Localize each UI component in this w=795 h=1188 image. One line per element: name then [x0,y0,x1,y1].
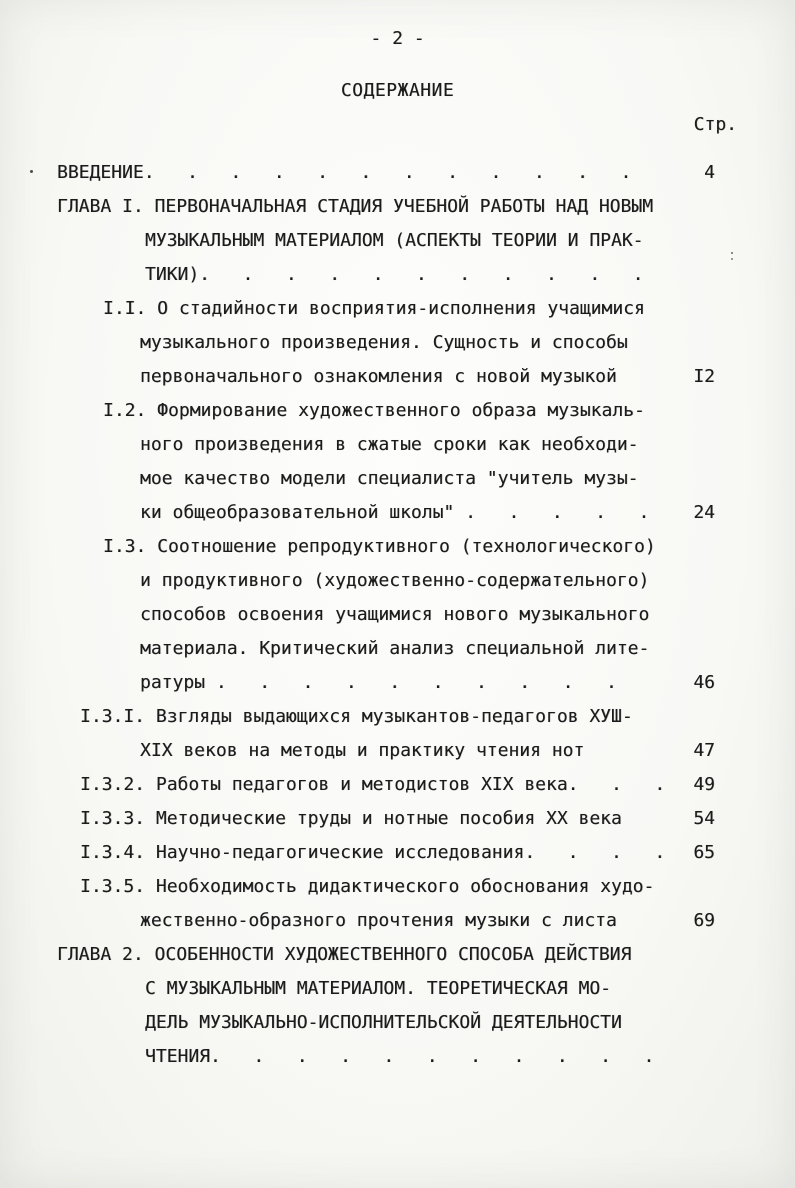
toc-entry [57,156,795,190]
scan-speck [731,252,733,254]
toc-entry [57,700,795,768]
toc-line: С МУЗЫКАЛЬНЫМ МАТЕРИАЛОМ. ТЕОРЕТИЧЕСКАЯ МО- [145,978,611,999]
toc-page-number: 46 [693,672,715,693]
toc-line: жественно-образного прочтения музыки с листа [140,910,617,931]
toc-line: первоначального ознакомления с новой музыкой [140,366,617,387]
toc-line: ДЕЛЬ МУЗЫКАЛЬНО-ИСПОЛНИТЕЛЬСКОЙ ДЕЯТЕЛЬНОСТИ [145,1012,622,1033]
toc-line: ратуры . . . . . . . . . . [140,672,617,693]
toc-line: ЧТЕНИЯ. . . . . . . . . . . [145,1046,655,1067]
toc-line: I.2. Формирование художественного образа музыкаль- [103,400,645,421]
toc-line: материала. Критический анализ специальной лите- [140,638,650,659]
toc-entry [57,530,795,700]
toc-line: ного произведения в сжатые сроки как необходи- [140,434,639,455]
toc-line: и продуктивного (художественно-содержательного) [140,570,650,591]
toc-page-number: 49 [693,774,715,795]
toc-line: ВВЕДЕНИЕ. . . . . . . . . . . . [57,162,632,183]
toc-page-number: 47 [693,740,715,761]
toc-entry [57,190,795,292]
page-column-header: Стр. [693,114,737,135]
toc-entry [57,836,795,870]
toc-line: XIX веков на методы и практику чтения нот [140,740,585,761]
toc-page-number: 69 [693,910,715,931]
toc-page-number: 65 [693,842,715,863]
toc-title: СОДЕРЖАНИЕ [340,80,455,101]
toc-entry [57,802,795,836]
toc-line: I.3.3. Методические труды и нотные пособия XX века [80,808,622,829]
toc-list [57,156,795,1074]
toc-line: МУЗЫКАЛЬНЫМ МАТЕРИАЛОМ (АСПЕКТЫ ТЕОРИИ И ПРАК- [145,230,644,251]
toc-line: способов освоения учащимися нового музыкального [140,604,650,625]
page-number-top: - 2 - [370,28,425,49]
toc-line: I.3. Соотношение репродуктивного (технологического) [103,536,656,557]
toc-line: I.I. О стадийности восприятия-исполнения учащимися [103,298,645,319]
toc-line: I.3.2. Работы педагогов и методистов XIX века. . . [80,774,666,795]
toc-line: ки общеобразовательной школы" . . . . . [140,502,650,523]
toc-line: мое качество модели специалиста "учитель музы- [140,468,639,489]
toc-page-number: 54 [693,808,715,829]
toc-entry [57,768,795,802]
toc-line: музыкального произведения. Сущность и способы [140,332,628,353]
toc-entry [57,870,795,938]
toc-line: I.3.4. Научно-педагогические исследования. . . . [80,842,666,863]
toc-line: ТИКИ). . . . . . . . . . . [145,264,644,285]
toc-line: I.3.I. Взгляды выдающихся музыкантов-педагогов ХУШ- [80,706,633,727]
toc-page-number: I2 [693,366,715,387]
toc-page-number: 4 [704,162,715,183]
scan-speck [30,170,33,173]
toc-entry [57,938,795,1074]
toc-entry [57,394,795,530]
toc-page-number: 24 [693,502,715,523]
toc-line: ГЛАВА I. ПЕРВОНАЧАЛЬНАЯ СТАДИЯ УЧЕБНОЙ РАБОТЫ НАД НОВЫМ [57,196,654,217]
toc-entry [57,292,795,394]
toc-line: ГЛАВА 2. ОСОБЕННОСТИ ХУДОЖЕСТВЕННОГО СПОСОБА ДЕЙСТВИЯ [57,944,632,965]
toc-line: I.3.5. Необходимость дидактического обоснования худо- [80,876,655,897]
